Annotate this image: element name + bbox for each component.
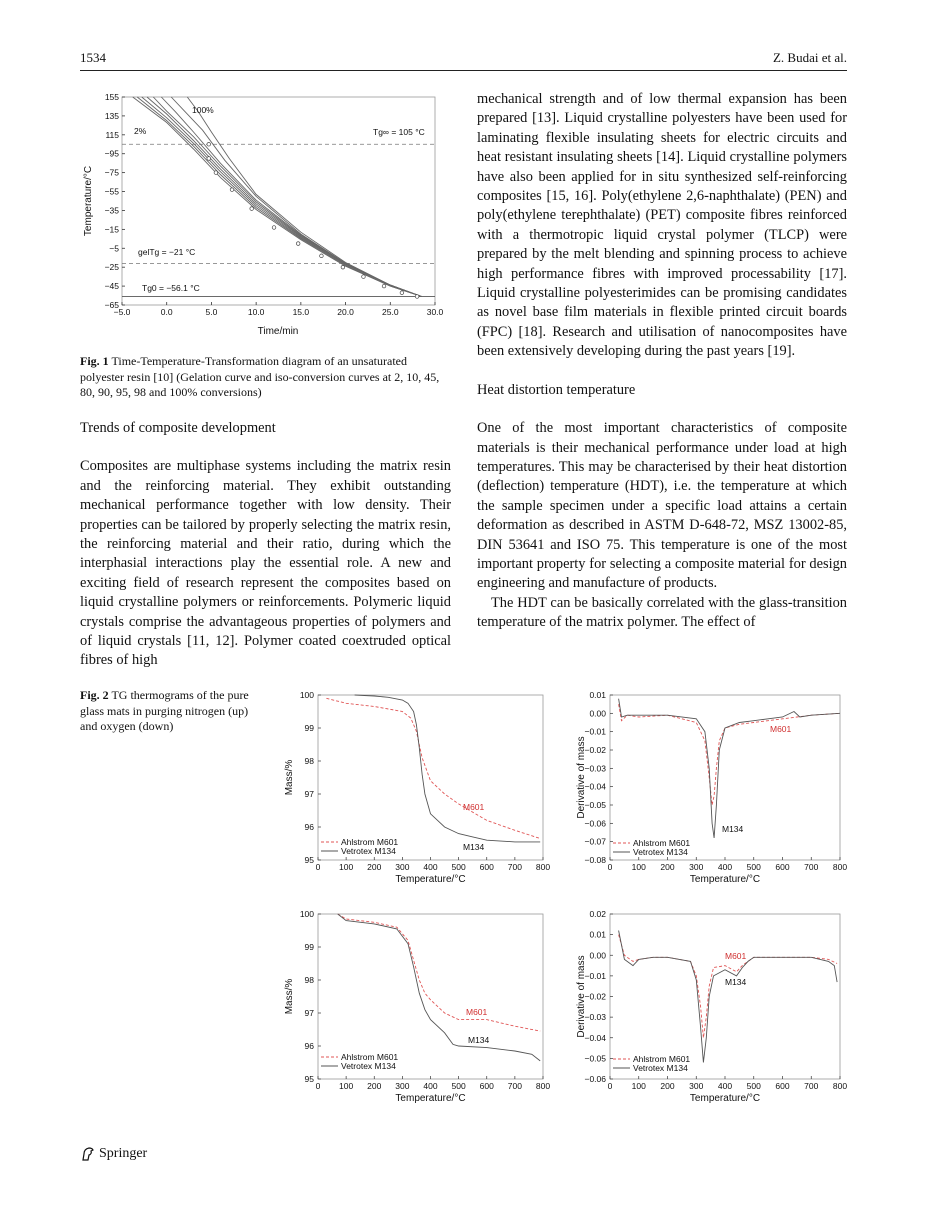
y-tick-label: 0.02 (589, 909, 606, 919)
x-tick-label: 600 (775, 1081, 790, 1091)
legend-entry: Vetrotex M134 (633, 847, 688, 857)
x-tick-label: 0 (607, 862, 613, 872)
y-tick-label: −0.03 (584, 1012, 606, 1023)
x-tick-label: 0 (315, 862, 321, 872)
fig1-y-axis-label: Temperature/°C (83, 165, 94, 237)
fig1-x-tick-label: 10.0 (247, 307, 265, 317)
x-tick-label: 700 (507, 862, 522, 872)
springer-horse-icon (80, 1146, 95, 1162)
fig2-caption-label: Fig. 2 (80, 688, 109, 702)
fig1-gelation-point (341, 265, 345, 269)
x-tick-label: 300 (395, 862, 410, 872)
series-annotation: M601 (466, 1007, 488, 1017)
publisher-name: Springer (99, 1146, 148, 1161)
y-tick-label: −0.06 (584, 1074, 606, 1084)
paragraph-lcp: mechanical strength and of low thermal expansion has been prepared [13]. Liquid crystalline polyesters have been used for laminating flexible insulating sheets for electric circuits and heat resistant insulating sheets [14]. Liquid crystalline polymers have also been applied for in situ synthesized self-reinforcing composites [15, 16]. Poly(ethylene 2,6-naphthalate) (PEN) and poly(ethylene terephthalate) (PET) composite fibres reinforced with a thermotropic liquid crystal polymer (TLCP) were prepared by the melt blending and spinning process to achieve high performance fibres with improved processability [17]. Liquid crystalline polyesterimides can be promising candidates as novel base film materials in flexible printed circuit boards (FPC) [18]. Research and utilisation of nanocomposites have been extensively developing during the past years [19]. (477, 91, 847, 360)
x-tick-label: 800 (832, 862, 848, 872)
fig1-x-tick-label: −5.0 (113, 307, 131, 317)
y-tick-label: −0.08 (584, 855, 606, 865)
fig1-label-100: 100% (192, 105, 214, 115)
figure-2b-derivative-nitrogen (560, 686, 850, 896)
legend-entry: Ahlstrom M601 (341, 837, 399, 847)
figure-1-caption (80, 354, 452, 401)
series-annotation: M601 (463, 802, 485, 812)
y-tick-label: 99 (304, 942, 314, 952)
paragraph-hdt-glass: The HDT can be basically correlated with the glass-transition temperature of the matrix polymer. The effect of (477, 594, 847, 631)
y-tick-label: 0.01 (589, 929, 606, 940)
x-tick-label: 0 (607, 1081, 613, 1091)
series-line-m601 (326, 698, 540, 838)
y-axis-label: Mass/% (284, 978, 295, 1015)
x-tick-label: 500 (746, 1081, 761, 1091)
x-tick-label: 700 (804, 1081, 819, 1091)
y-tick-label: −0.04 (584, 781, 606, 792)
x-tick-label: 100 (631, 1081, 646, 1091)
fig1-gelation-point (362, 275, 366, 279)
x-tick-label: 100 (339, 862, 354, 872)
series-annotation: M601 (770, 724, 792, 734)
figure-1-ttt-diagram (80, 88, 452, 338)
x-tick-label: 700 (804, 862, 819, 872)
y-tick-label: 97 (304, 789, 314, 799)
x-axis-label: Temperature/°C (395, 874, 466, 885)
series-line-m134 (355, 695, 541, 842)
fig2-caption-text: TG thermograms of the pure glass mats in purging nitrogen (up) and oxygen (down) (80, 688, 249, 733)
legend-entry: Vetrotex M134 (341, 846, 396, 856)
legend-entry: Ahlstrom M601 (633, 1054, 691, 1064)
x-tick-label: 400 (717, 1081, 733, 1091)
fig1-gelation-point (207, 157, 211, 161)
y-tick-label: −0.01 (584, 970, 606, 981)
panel-frame (610, 695, 840, 860)
fig1-gelation-point (382, 284, 386, 288)
y-tick-label: 95 (304, 1074, 314, 1084)
legend-entry: Vetrotex M134 (341, 1061, 396, 1071)
section-heading-hdt: Heat distortion temperature (477, 381, 636, 398)
panel-frame (318, 695, 543, 860)
fig1-y-tick-label: −95 (104, 148, 119, 159)
fig1-gel-tg-label: gelTg = −21 °C (138, 247, 196, 257)
fig1-x-tick-label: 0.0 (160, 307, 173, 317)
legend-entry: Vetrotex M134 (633, 1063, 688, 1073)
y-tick-label: 100 (299, 690, 314, 700)
fig1-y-tick-label: −45 (104, 281, 119, 292)
fig1-y-tick-label: −55 (104, 186, 119, 197)
fig1-caption-label: Fig. 1 (80, 354, 109, 368)
y-tick-label: 97 (304, 1008, 314, 1018)
x-tick-label: 0 (315, 1081, 321, 1091)
y-tick-label: −0.03 (584, 763, 606, 774)
fig1-gelation-point (415, 295, 419, 299)
x-tick-label: 300 (395, 1081, 410, 1091)
figure-2-caption (80, 688, 255, 735)
fig1-gelation-point (272, 226, 276, 230)
y-axis-label: Derivative of mass (576, 736, 587, 819)
y-tick-label: 95 (304, 855, 314, 865)
x-tick-label: 200 (367, 862, 382, 872)
paragraph-trends: Composites are multiphase systems including the matrix resin and the reinforcing material. They exhibit outstanding mechanical performance together with low density. Their properties can be tailored by properly selecting the matrix resin, the reinforcing material and their ratio, during which the interphasial interactions play the essential role. A new and exciting field of research represent the composites based on liquid crystalline polymers or reinforcements. Polymeric liquid crystals comprise the advantageous properties of polymers and of liquid crystals [11, 12]. Polymer coated coextruded optical fibres of high (80, 458, 451, 669)
header-rule (80, 70, 847, 71)
y-tick-label: 96 (304, 822, 314, 832)
fig1-y-tick-label: −25 (104, 262, 119, 273)
fig1-gelation-point (207, 142, 211, 146)
fig1-gelation-point (320, 254, 324, 258)
x-tick-label: 500 (746, 862, 761, 872)
y-tick-label: 0.00 (589, 950, 606, 961)
x-tick-label: 600 (479, 862, 494, 872)
y-axis-label: Derivative of mass (576, 955, 587, 1038)
fig1-y-tick-label: 155 (104, 92, 119, 102)
y-tick-label: 99 (304, 723, 314, 733)
y-tick-label: −0.05 (584, 800, 606, 810)
legend-entry: Ahlstrom M601 (341, 1052, 399, 1062)
x-tick-label: 100 (339, 1081, 354, 1091)
x-axis-label: Temperature/°C (689, 1093, 761, 1104)
y-tick-label: −0.02 (584, 991, 606, 1002)
figure-2d-derivative-oxygen (560, 905, 850, 1115)
fig1-gelation-point (214, 171, 218, 175)
fig1-gelation-point (250, 207, 254, 211)
fig1-x-tick-label: 30.0 (426, 307, 444, 317)
series-line-m601 (619, 704, 840, 805)
x-tick-label: 700 (507, 1081, 522, 1091)
x-axis-label: Temperature/°C (395, 1093, 466, 1104)
fig1-gelation-point (400, 291, 404, 295)
y-tick-label: 0.01 (589, 690, 606, 700)
left-column (80, 419, 451, 671)
x-axis-label: Temperature/°C (689, 874, 761, 885)
x-tick-label: 500 (451, 1081, 466, 1091)
footer (80, 1146, 147, 1162)
y-tick-label: 98 (304, 756, 314, 766)
x-tick-label: 400 (423, 1081, 438, 1091)
y-tick-label: −0.05 (584, 1053, 606, 1064)
series-line-m134 (619, 699, 840, 838)
fig1-y-tick-label: 115 (105, 129, 119, 140)
fig1-y-tick-label: −75 (104, 167, 119, 178)
x-tick-label: 600 (775, 862, 790, 872)
x-tick-label: 500 (451, 862, 466, 872)
fig1-x-tick-label: 15.0 (292, 307, 310, 317)
x-tick-label: 300 (689, 1081, 704, 1091)
y-tick-label: −0.01 (584, 726, 606, 737)
series-annotation: M134 (722, 824, 744, 834)
legend-entry: Ahlstrom M601 (633, 838, 691, 848)
x-tick-label: 800 (535, 862, 551, 872)
fig1-caption-text: Time-Temperature-Transformation diagram of an unsaturated polyester resin [10] (Gelation curve and iso-conversion curves at 2, 10, 45, 80, 90, 95, 98 and 100% conversions) (80, 354, 440, 399)
x-tick-label: 800 (535, 1081, 551, 1091)
series-line-m601 (338, 914, 541, 1031)
fig1-x-tick-label: 20.0 (337, 307, 354, 317)
y-tick-label: −0.06 (584, 818, 606, 829)
fig1-gelation-point (230, 188, 234, 192)
y-tick-label: −0.07 (584, 836, 606, 847)
y-tick-label: 100 (299, 909, 314, 919)
figure-2a-mass-nitrogen (278, 686, 553, 896)
series-annotation: M134 (468, 1035, 490, 1045)
series-line-m134 (338, 914, 541, 1061)
fig1-y-tick-label: −65 (104, 300, 119, 310)
y-tick-label: 96 (304, 1041, 314, 1051)
x-tick-label: 400 (423, 862, 438, 872)
fig1-tg-inf-label: Tg∞ = 105 °C (373, 127, 425, 137)
fig1-gelation-point (296, 242, 300, 246)
fig1-y-tick-label: −35 (104, 205, 119, 216)
fig1-tg0-label: Tg0 = −56.1 °C (142, 283, 200, 293)
paragraph-hdt: One of the most important characteristics of composite materials is their mechanical performance under load at high temperatures. This may be characterised by their heat distortion (deflection) temperature (HDT), i.e. the temperature at which the sample specimen under a specific load attains a certain deformation as described in ASTM D-648-72, MSZ 13002-85, DIN 53641 and ISO 75. This temperature is one of the most important property for selecting a composite material for design engineering and manufacture of products. (477, 420, 847, 592)
series-annotation: M134 (463, 842, 485, 852)
series-annotation: M134 (725, 977, 747, 987)
fig1-y-tick-label: 135 (104, 110, 119, 121)
x-tick-label: 300 (689, 862, 704, 872)
x-tick-label: 200 (660, 862, 675, 872)
fig1-y-tick-label: −15 (104, 224, 119, 235)
y-tick-label: 98 (304, 975, 314, 985)
fig1-x-axis-label: Time/min (257, 326, 299, 337)
right-column (477, 90, 847, 633)
x-tick-label: 200 (660, 1081, 675, 1091)
running-header-authors: Z. Budai et al. (772, 50, 847, 65)
fig1-x-tick-label: 5.0 (205, 307, 218, 317)
x-tick-label: 100 (631, 862, 646, 872)
y-tick-label: 0.00 (589, 708, 606, 719)
x-tick-label: 200 (367, 1081, 382, 1091)
section-heading-trends: Trends of composite development (80, 420, 276, 436)
fig1-label-2: 2% (134, 126, 147, 136)
y-tick-label: −0.04 (584, 1032, 606, 1043)
figure-2c-mass-oxygen (278, 905, 553, 1115)
series-annotation: M601 (725, 951, 747, 961)
fig1-y-tick-label: −5 (109, 243, 119, 254)
y-axis-label: Mass/% (284, 759, 295, 796)
page-number: 1534 (80, 50, 106, 65)
fig1-x-tick-label: 25.0 (382, 307, 399, 317)
x-tick-label: 600 (479, 1081, 494, 1091)
x-tick-label: 800 (832, 1081, 848, 1091)
x-tick-label: 400 (717, 862, 733, 872)
y-tick-label: −0.02 (584, 745, 606, 755)
